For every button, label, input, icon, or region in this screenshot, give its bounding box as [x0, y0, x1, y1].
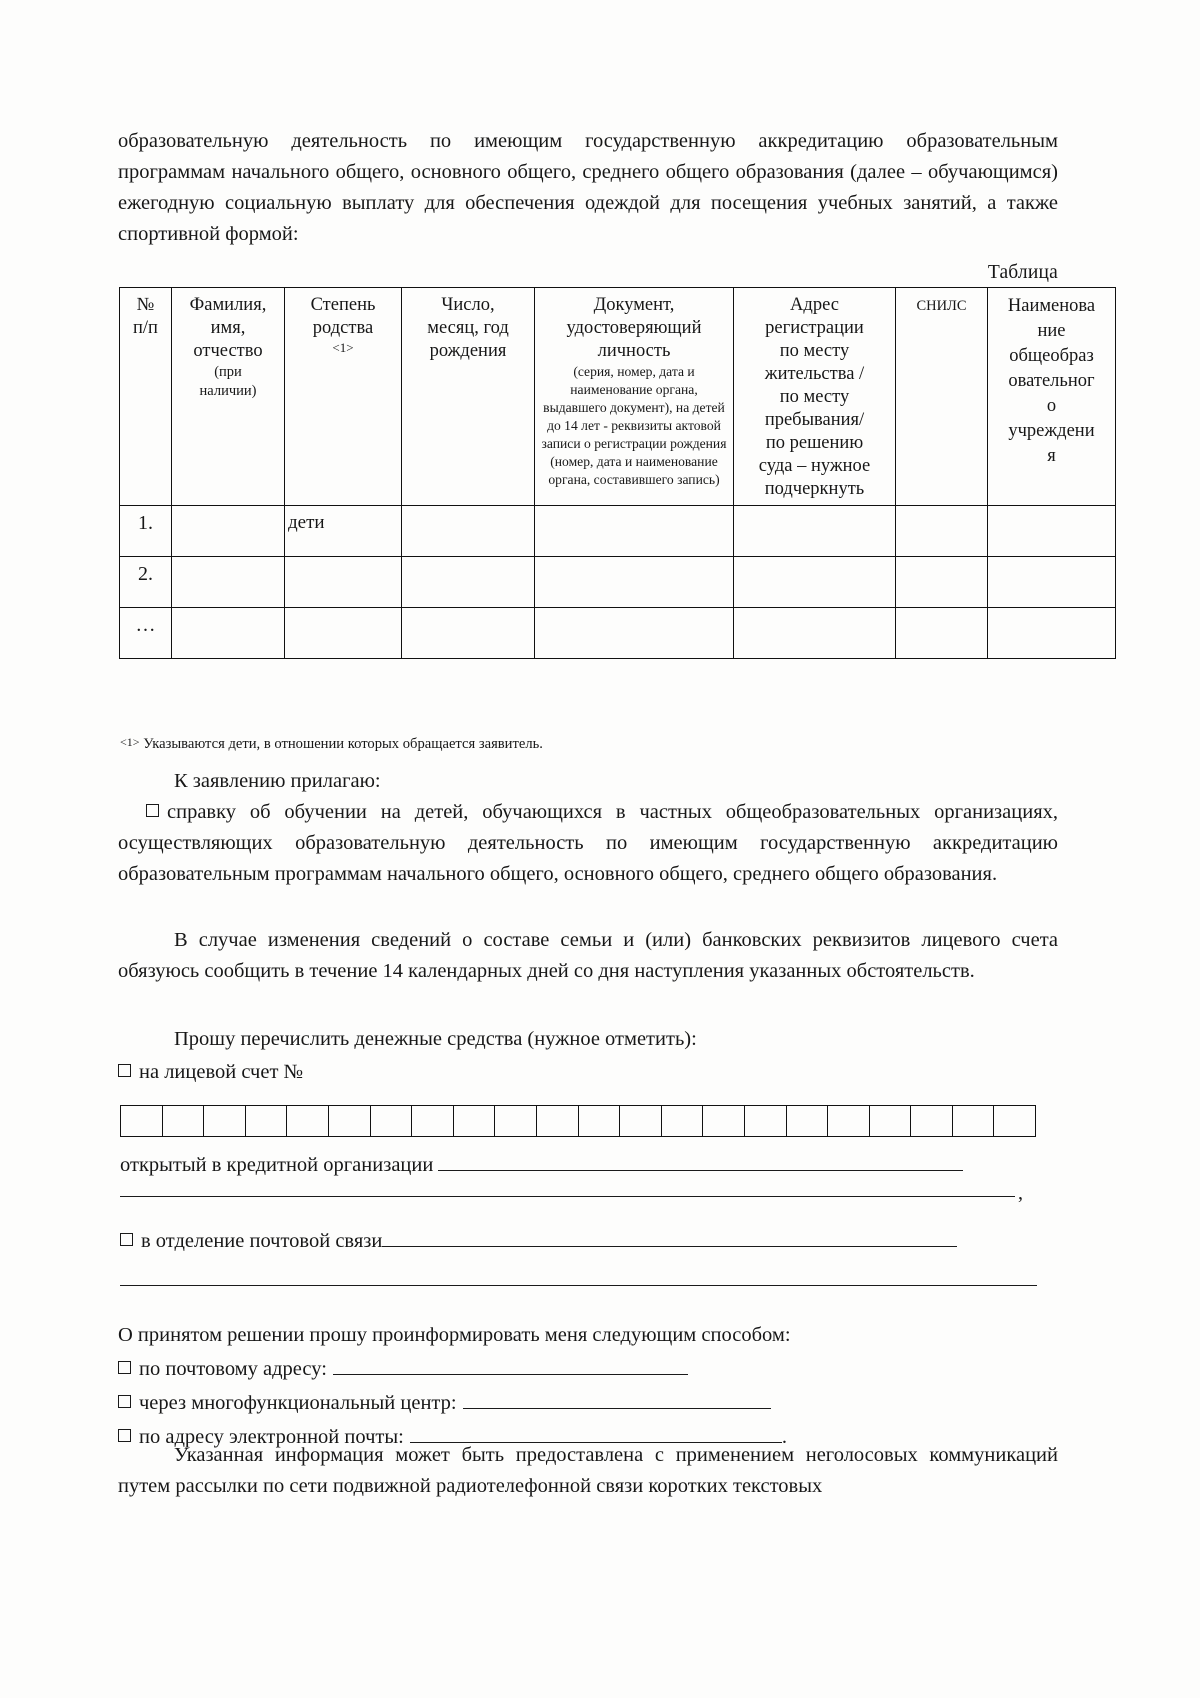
account-digit-cell[interactable] [287, 1106, 329, 1136]
account-digit-cell[interactable] [121, 1106, 163, 1136]
col-header-number [120, 288, 172, 506]
account-digit-cell[interactable] [662, 1106, 704, 1136]
closing-paragraph: Указанная информация может быть предоставлена с применением неголосовых коммуникаций путем рассылки по сети подвижной радиотелефонной связи коротких текстовых [118, 1444, 1058, 1497]
cell-school[interactable] [988, 506, 1116, 557]
table-body [120, 506, 1116, 659]
cell-address[interactable] [734, 506, 896, 557]
table-header [120, 288, 1116, 506]
col-header-snils-text: СНИЛС [916, 298, 967, 314]
table-row[interactable] [120, 608, 1116, 659]
top-paragraph-block [118, 126, 1058, 250]
col-header-birthdate-text: Число, месяц, год рождения [427, 295, 509, 361]
cell-birthdate[interactable] [402, 557, 535, 608]
footnote-marker: <1> [120, 735, 140, 749]
account-digit-cell[interactable] [703, 1106, 745, 1136]
inform-option-postal-input-line[interactable] [333, 1357, 688, 1375]
account-digit-cell[interactable] [579, 1106, 621, 1136]
col-header-relation-text: Степень родства [310, 295, 376, 338]
cell-snils[interactable] [896, 557, 988, 608]
cell-relation[interactable] [285, 608, 402, 659]
account-digit-cell[interactable] [537, 1106, 579, 1136]
account-digit-cell[interactable] [787, 1106, 829, 1136]
footnote-text: Указываются дети, в отношении которых обращается заявитель. [143, 736, 543, 752]
transfer-heading: Прошу перечислить денежные средства (нужное отметить): [174, 1028, 697, 1050]
transfer-option-post-label: в отделение почтовой связи [141, 1230, 383, 1252]
col-header-snils [896, 288, 988, 506]
col-header-document-text: Документ, удостоверяющий личность [566, 295, 702, 361]
inform-option-postal[interactable] [118, 1352, 1058, 1386]
col-header-number-text: № п/п [133, 295, 158, 338]
account-digit-cell[interactable] [911, 1106, 953, 1136]
table-row[interactable] [120, 557, 1116, 608]
account-digit-cell[interactable] [412, 1106, 454, 1136]
table-header-row [120, 288, 1116, 506]
cell-snils[interactable] [896, 608, 988, 659]
cell-number: 2. [120, 557, 172, 608]
cell-number: 1. [120, 506, 172, 557]
cell-document[interactable] [535, 506, 734, 557]
checkbox-icon[interactable] [118, 1064, 131, 1077]
transfer-option-account-label: на лицевой счет № [139, 1061, 304, 1083]
checkbox-icon[interactable] [120, 1233, 133, 1246]
change-notice-block [118, 925, 1058, 987]
account-digit-cell[interactable] [371, 1106, 413, 1136]
account-digit-cell[interactable] [745, 1106, 787, 1136]
inform-option-email-label: по адресу электронной почты: [139, 1426, 404, 1448]
cell-fullname[interactable] [172, 608, 285, 659]
account-digit-cell[interactable] [246, 1106, 288, 1136]
top-paragraph: образовательную деятельность по имеющим государственную аккредитацию образовательным программам начального общего, основного общего, среднего общего образования (далее – обучающимся) ежегодную социальную выплату для обеспечения одеждой для посещения учебных занятий, а также спортивной формой: [118, 130, 1058, 245]
attachment-item[interactable] [118, 797, 1058, 890]
inform-option-email-trailing: . [781, 1426, 787, 1448]
transfer-option-account[interactable] [118, 1057, 1058, 1088]
bank-organisation-trailing-comma: , [1018, 1182, 1023, 1204]
closing-block [118, 1440, 1058, 1502]
cell-fullname[interactable] [172, 506, 285, 557]
col-header-address [734, 288, 896, 506]
col-header-relation-note: <1> [332, 340, 354, 355]
col-header-document-details: (серия, номер, дата и наименование органа, выдавшего документ), на детей до 14 лет - реквизиты актовой записи о регистрации рождения (номер, дата и наименование органа, составившего запись) [541, 364, 727, 487]
cell-relation[interactable]: дети [285, 506, 402, 557]
attachment-item-label: справку об обучении на детей, обучающихся в частных общеобразовательных организациях, осуществляющих образовательную деятельность по имеющим государственную аккредитацию образовательным программам начального общего, основного общего, среднего общего образования. [118, 801, 1058, 885]
family-members-table [119, 287, 1116, 659]
table-row[interactable] [120, 506, 1116, 557]
cell-birthdate[interactable] [402, 506, 535, 557]
table-caption: Таблица [987, 262, 1058, 283]
cell-address[interactable] [734, 557, 896, 608]
account-digit-cell[interactable] [495, 1106, 537, 1136]
inform-option-mfc[interactable] [118, 1386, 1058, 1420]
account-digit-cell[interactable] [620, 1106, 662, 1136]
account-number-input-grid[interactable] [120, 1105, 1036, 1137]
table-footnote [120, 733, 543, 753]
checkbox-icon[interactable] [118, 1395, 131, 1408]
account-digit-cell[interactable] [329, 1106, 371, 1136]
inform-method-block [118, 1318, 1058, 1454]
inform-heading: О принятом решении прошу проинформировать меня следующим способом: [118, 1324, 791, 1346]
account-digit-cell[interactable] [994, 1106, 1035, 1136]
post-office-input-line[interactable] [382, 1229, 957, 1247]
cell-fullname[interactable] [172, 557, 285, 608]
col-header-fullname-text: Фамилия, имя, отчество [189, 295, 267, 361]
col-header-school [988, 288, 1116, 506]
col-header-document [535, 288, 734, 506]
bank-organisation-input-line-2[interactable] [120, 1196, 1015, 1197]
account-digit-cell[interactable] [828, 1106, 870, 1136]
checkbox-icon[interactable] [146, 804, 159, 817]
cell-school[interactable] [988, 608, 1116, 659]
col-header-birthdate [402, 288, 535, 506]
account-digit-cell[interactable] [953, 1106, 995, 1136]
account-digit-cell[interactable] [163, 1106, 205, 1136]
cell-document[interactable] [535, 608, 734, 659]
cell-birthdate[interactable] [402, 608, 535, 659]
inform-option-mfc-input-line[interactable] [463, 1391, 771, 1409]
account-digit-cell[interactable] [454, 1106, 496, 1136]
cell-snils[interactable] [896, 506, 988, 557]
col-header-fullname-sub: (при наличии) [199, 364, 257, 399]
checkbox-icon[interactable] [118, 1361, 131, 1374]
post-office-input-line-2[interactable] [120, 1285, 1037, 1286]
cell-address[interactable] [734, 608, 896, 659]
cell-school[interactable] [988, 557, 1116, 608]
bank-organisation-input-line[interactable] [438, 1153, 963, 1171]
col-header-school-text: Наименова ние общеобраз овательног о учреждени я [1007, 296, 1096, 466]
inform-option-mfc-label: через многофункциональный центр: [139, 1392, 457, 1414]
inform-option-postal-label: по почтовому адресу: [139, 1358, 327, 1380]
bank-organisation-field[interactable] [120, 1152, 963, 1178]
transfer-block [118, 1024, 1058, 1088]
transfer-option-post[interactable] [120, 1228, 957, 1254]
attachments-block [118, 766, 1058, 890]
cell-relation[interactable] [285, 557, 402, 608]
col-header-address-text: Адрес регистрации по месту жительства / по месту пребывания/ по решению суда – нужное подчеркнуть [758, 295, 871, 499]
col-header-fullname [172, 288, 285, 506]
change-notice-text: В случае изменения сведений о составе семьи и (или) банковских реквизитов лицевого счета обязуюсь сообщить в течение 14 календарных дней со дня наступления указанных обстоятельств. [118, 929, 1058, 982]
bank-organisation-label: открытый в кредитной организации [120, 1154, 434, 1176]
cell-number: … [120, 608, 172, 659]
account-digit-cell[interactable] [870, 1106, 912, 1136]
account-digit-cell[interactable] [204, 1106, 246, 1136]
cell-document[interactable] [535, 557, 734, 608]
attachments-heading: К заявлению прилагаю: [174, 770, 381, 792]
col-header-relation [285, 288, 402, 506]
